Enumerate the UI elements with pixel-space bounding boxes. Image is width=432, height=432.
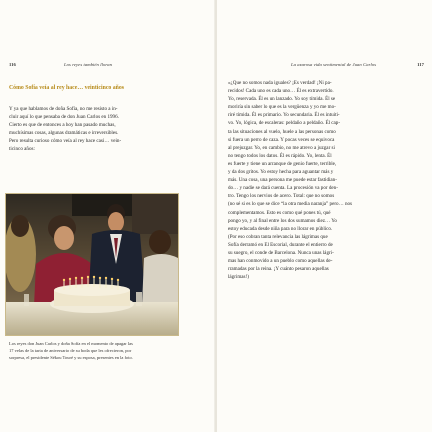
body-line: tro. Tengo los nervios de acero. Total: que no somos [228,193,335,200]
body-line: Cierto es que de entonces a hoy han pasado muchas, [9,122,116,129]
body-line: muchísimas cosas, algunas dramáticas e irreversibles. [9,130,119,137]
photo-caption [9,340,205,361]
right-page-number: 117 [417,62,424,67]
left-running-title: Los reyes también lloran [64,62,113,67]
photo-illustration [6,194,178,335]
body-line: complementamos. Esto es como qué pones tú, qué [228,209,331,216]
body-line: riré tímida. Él es primario. Yo secundaria. Él es intuiti- [228,112,340,119]
body-line: moriría sin saber lo que es la vergüenza y yo me mo- [228,104,336,111]
body-line: no tengo todos los datos. Él es rápido. Yo, lenta. Él [228,152,332,159]
caption-line: Los reyes don Juan Carlos y doña Sofía en el momento de apagar las [9,341,133,346]
body-line: lágrimas!) [228,274,249,281]
body-line: su suegro, el conde de Barcelona. Nunca unas lágri- [228,249,334,256]
left-page-number: 116 [9,62,16,67]
body-line: rramadas por la reina. ¡Y cuánto pesaron aquellas [228,266,329,273]
body-line: cluir aquí lo que pensaba de don Juan Carlos en 1996. [9,114,119,121]
body-line: al prejuzgar. Yo, en cambio, no me atrevo a juzgar si [228,144,335,151]
body-line: estoy educada desde niña para no llorar en público. [228,225,333,232]
right-body-text [228,79,424,281]
body-line: Pero resulta curioso cómo veía al rey hace casi… vein- [9,138,122,145]
left-body-text [9,105,205,154]
body-line: mas han conmovido a un pueblo como aquellas de- [228,258,333,265]
body-line: «¿Que no somos nada iguales? ¡Es verdad! ¡Ni pa- [228,80,332,86]
right-running-title: La azarosa vida sentimental de Juan Carlos [291,62,377,67]
body-line: y da dos gritos. Yo estoy hecha para aguantar más y [228,169,334,176]
left-page [0,0,215,432]
body-line: (no sé si es lo que se dice “la otra media naranja” pero… nos [228,201,353,208]
body-line: (Por eso cobran tanta relevancia las lágrimas que [228,233,328,240]
body-line: recidos! Cada uno es cada uno… Él es extravertido. [228,88,334,95]
right-page [217,0,432,432]
caption-line: 17 velas de la tarta de aniversario de su boda que les ofrecieron, por [9,348,132,353]
body-line: Y ya que hablamos de doña Sofía, no me resisto a in- [9,106,118,112]
anniversary-photo [5,193,179,336]
body-line: pongo yo, y al final entre los dos sumamos diez… Yo [228,217,337,224]
body-line: Sofía derramó en El Escorial, durante el entierro de [228,241,333,248]
body-line: do… y nadie se dará cuenta. La procesión va por den- [228,185,338,192]
body-line: si fuera un perro de caza. Y pocas veces se equivoca [228,136,335,143]
body-line: más. Una cosa, una persona me puede estar fastidian- [228,177,337,184]
body-line: Yo, reservada. Él es un lanzado. Yo soy tímida. Él se [228,96,336,103]
section-heading: Cómo Sofía veía al rey hace… veinticinco años [9,85,125,91]
body-line: es fuerte y tiene un arranque de genio fuerte, terrible, [228,160,337,167]
body-line: vo. Yo, lógica, de escaleras: peldaño a peldaño. Él cap- [228,120,341,127]
body-line: ticinco años: [9,146,35,153]
body-line: ta las situaciones al vuelo, huele a las personas como [228,128,336,135]
caption-line: sorpresa, el presidente Sékou Touré y su esposa, presentes en la foto. [9,355,133,360]
